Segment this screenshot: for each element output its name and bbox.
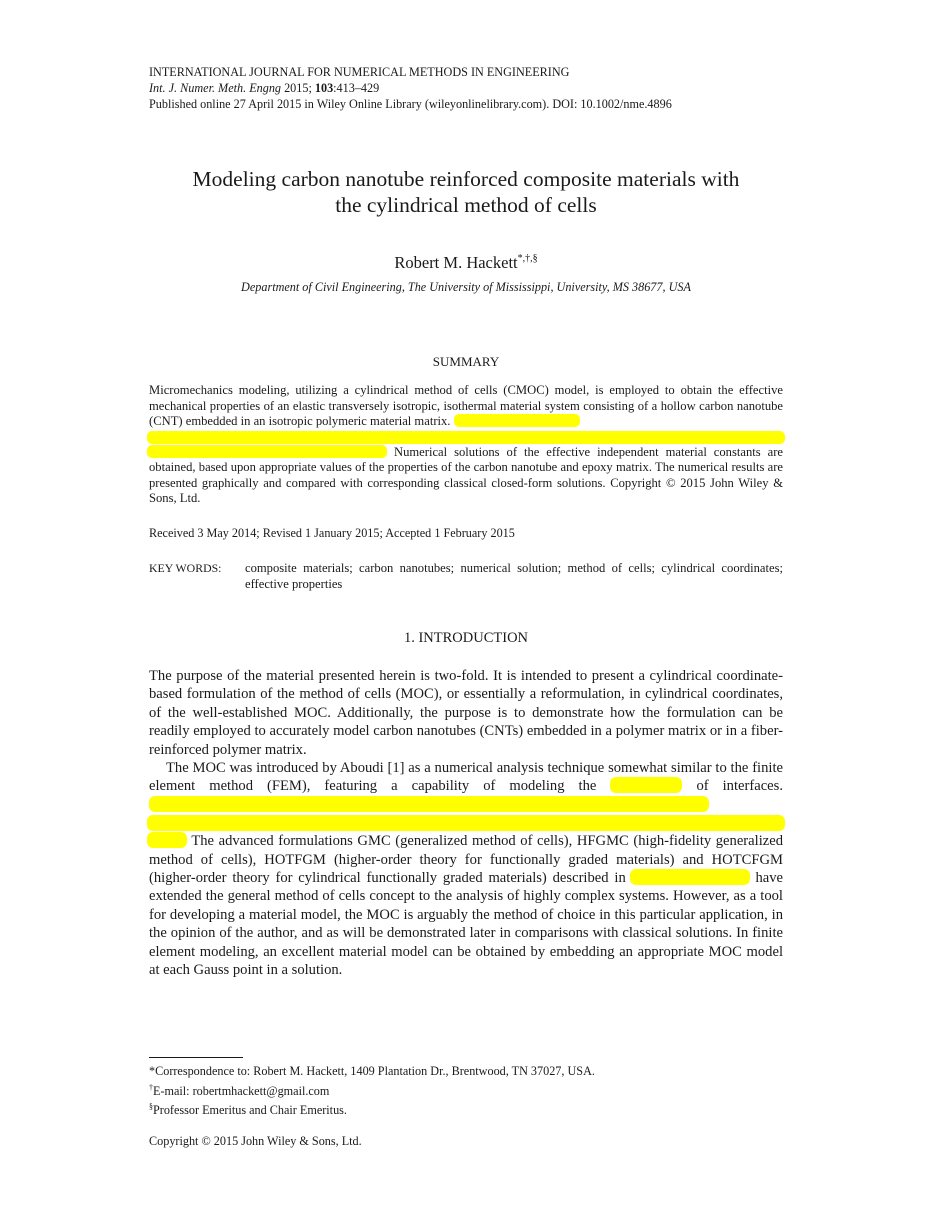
- intro-para2-part-a: The MOC was introduced by Aboudi [1] as a numerical analysis technique somewhat similar to the finite element method (FEM), featuring a capability of modeling the: [149, 760, 783, 795]
- redaction-highlight: [147, 431, 785, 444]
- citation-line: [149, 80, 672, 96]
- article-title: [149, 166, 783, 218]
- citation-pages: :413–429: [333, 81, 380, 95]
- footnote-email-mark: †: [149, 1082, 153, 1092]
- citation-year: 2015;: [284, 81, 312, 95]
- redaction-highlight: [149, 796, 709, 812]
- author-line: [149, 248, 783, 274]
- redaction-highlight: [610, 777, 682, 793]
- journal-header: [149, 64, 672, 112]
- footnote-divider: [149, 1057, 243, 1058]
- author-footnote-marks: *,†,§: [517, 253, 538, 264]
- affiliation: Department of Civil Engineering, The University of Mississippi, University, MS 38677, USA: [241, 280, 691, 294]
- title-line-2: the cylindrical method of cells: [335, 193, 597, 217]
- author-name: Robert M. Hackett: [394, 253, 518, 272]
- published-line: Published online 27 April 2015 in Wiley Online Library (wileyonlinelibrary.com). DOI: 10.1002/nme.4896: [149, 97, 672, 111]
- summary-abstract: [149, 383, 783, 507]
- received-dates: Received 3 May 2014; Revised 1 January 2015; Accepted 1 February 2015: [149, 526, 515, 540]
- section-heading-introduction: 1. INTRODUCTION: [403, 630, 529, 646]
- redaction-highlight: [630, 869, 750, 885]
- footnote-email-text: E-mail: robertmhackett@gmail.com: [153, 1083, 330, 1098]
- summary-text-part2: Numerical solutions of the effective independent material constants are obtained, based upon appropriate values of the properties of the carbon nanotube and epoxy matrix. The numerical results are presented graphically and compared with corresponding classical closed-form solutions. Copyright © 2015 John Wiley & Sons, Ltd.: [149, 444, 783, 505]
- footnote-email: [149, 1080, 595, 1100]
- copyright-line: Copyright © 2015 John Wiley & Sons, Ltd.: [149, 1134, 362, 1148]
- citation-abbrev: Int. J. Numer. Meth. Engng: [149, 81, 282, 95]
- footnote-correspondence: *Correspondence to: Robert M. Hackett, 1409 Plantation Dr., Brentwood, TN 37027, USA.: [149, 1064, 595, 1078]
- footnote-position: [149, 1099, 595, 1119]
- intro-para2-part-c: The advanced formulations GMC (generalized method of cells), HFGMC (high-fidelity generalized method of cells), HOTFGM (higher-order theory for functionally graded materials) and HOTCFGM (higher-order theory for cylindrical functionally graded materials) described in: [149, 833, 783, 887]
- footnotes: [149, 1063, 595, 1119]
- introduction-body: [149, 667, 783, 980]
- intro-paragraph-2: [149, 759, 783, 979]
- summary-text-part1: Micromechanics modeling, utilizing a cylindrical method of cells (CMOC) model, is employed to obtain the effective mechanical properties of an elastic transversely isotropic, isothermal material system consisting of a hollow carbon nanotube (CNT) embedded in an isotropic polymeric material matrix.: [149, 383, 783, 428]
- citation-volume: 103: [314, 81, 334, 95]
- footnote-position-text: Professor Emeritus and Chair Emeritus.: [153, 1103, 347, 1117]
- summary-heading: SUMMARY: [432, 354, 500, 369]
- redaction-highlight: [147, 445, 387, 458]
- footnote-position-mark: §: [149, 1102, 153, 1111]
- journal-name: INTERNATIONAL JOURNAL FOR NUMERICAL METHODS IN ENGINEERING: [149, 65, 570, 79]
- redaction-highlight: [147, 832, 187, 848]
- redaction-highlight: [454, 414, 580, 427]
- keywords-text: composite materials; carbon nanotubes; numerical solution; method of cells; cylindrical coordinates; effective properties: [245, 561, 783, 591]
- title-line-1: Modeling carbon nanotube reinforced composite materials with: [192, 167, 740, 191]
- keywords-block: [149, 560, 783, 592]
- intro-para2-part-d: have extended the general method of cells concept to the analysis of highly complex systems. However, as a tool for developing a material model, the MOC is arguably the method of choice in this particular application, in the opinion of the author, and as will be demonstrated later in comparisons with classical solutions. In finite element modeling, an excellent material model can be obtained by embedding an appropriate MOC model at each Gauss point in a solution.: [149, 870, 783, 979]
- intro-para2-part-b: of interfaces.: [696, 778, 783, 795]
- redaction-highlight: [147, 815, 785, 831]
- keywords-label: KEY WORDS:: [149, 561, 222, 575]
- intro-paragraph-1: The purpose of the material presented herein is two-fold. It is intended to present a cylindrical coordinate-based formulation of the method of cells (MOC), or essentially a reformulation, in cylindrical coordinates, of the well-established MOC. Additionally, the purpose is to demonstrate how the formulation can be readily employed to accurately model carbon nanotubes (CNTs) embedded in a polymer matrix or in a fiber-reinforced polymer matrix.: [149, 668, 783, 758]
